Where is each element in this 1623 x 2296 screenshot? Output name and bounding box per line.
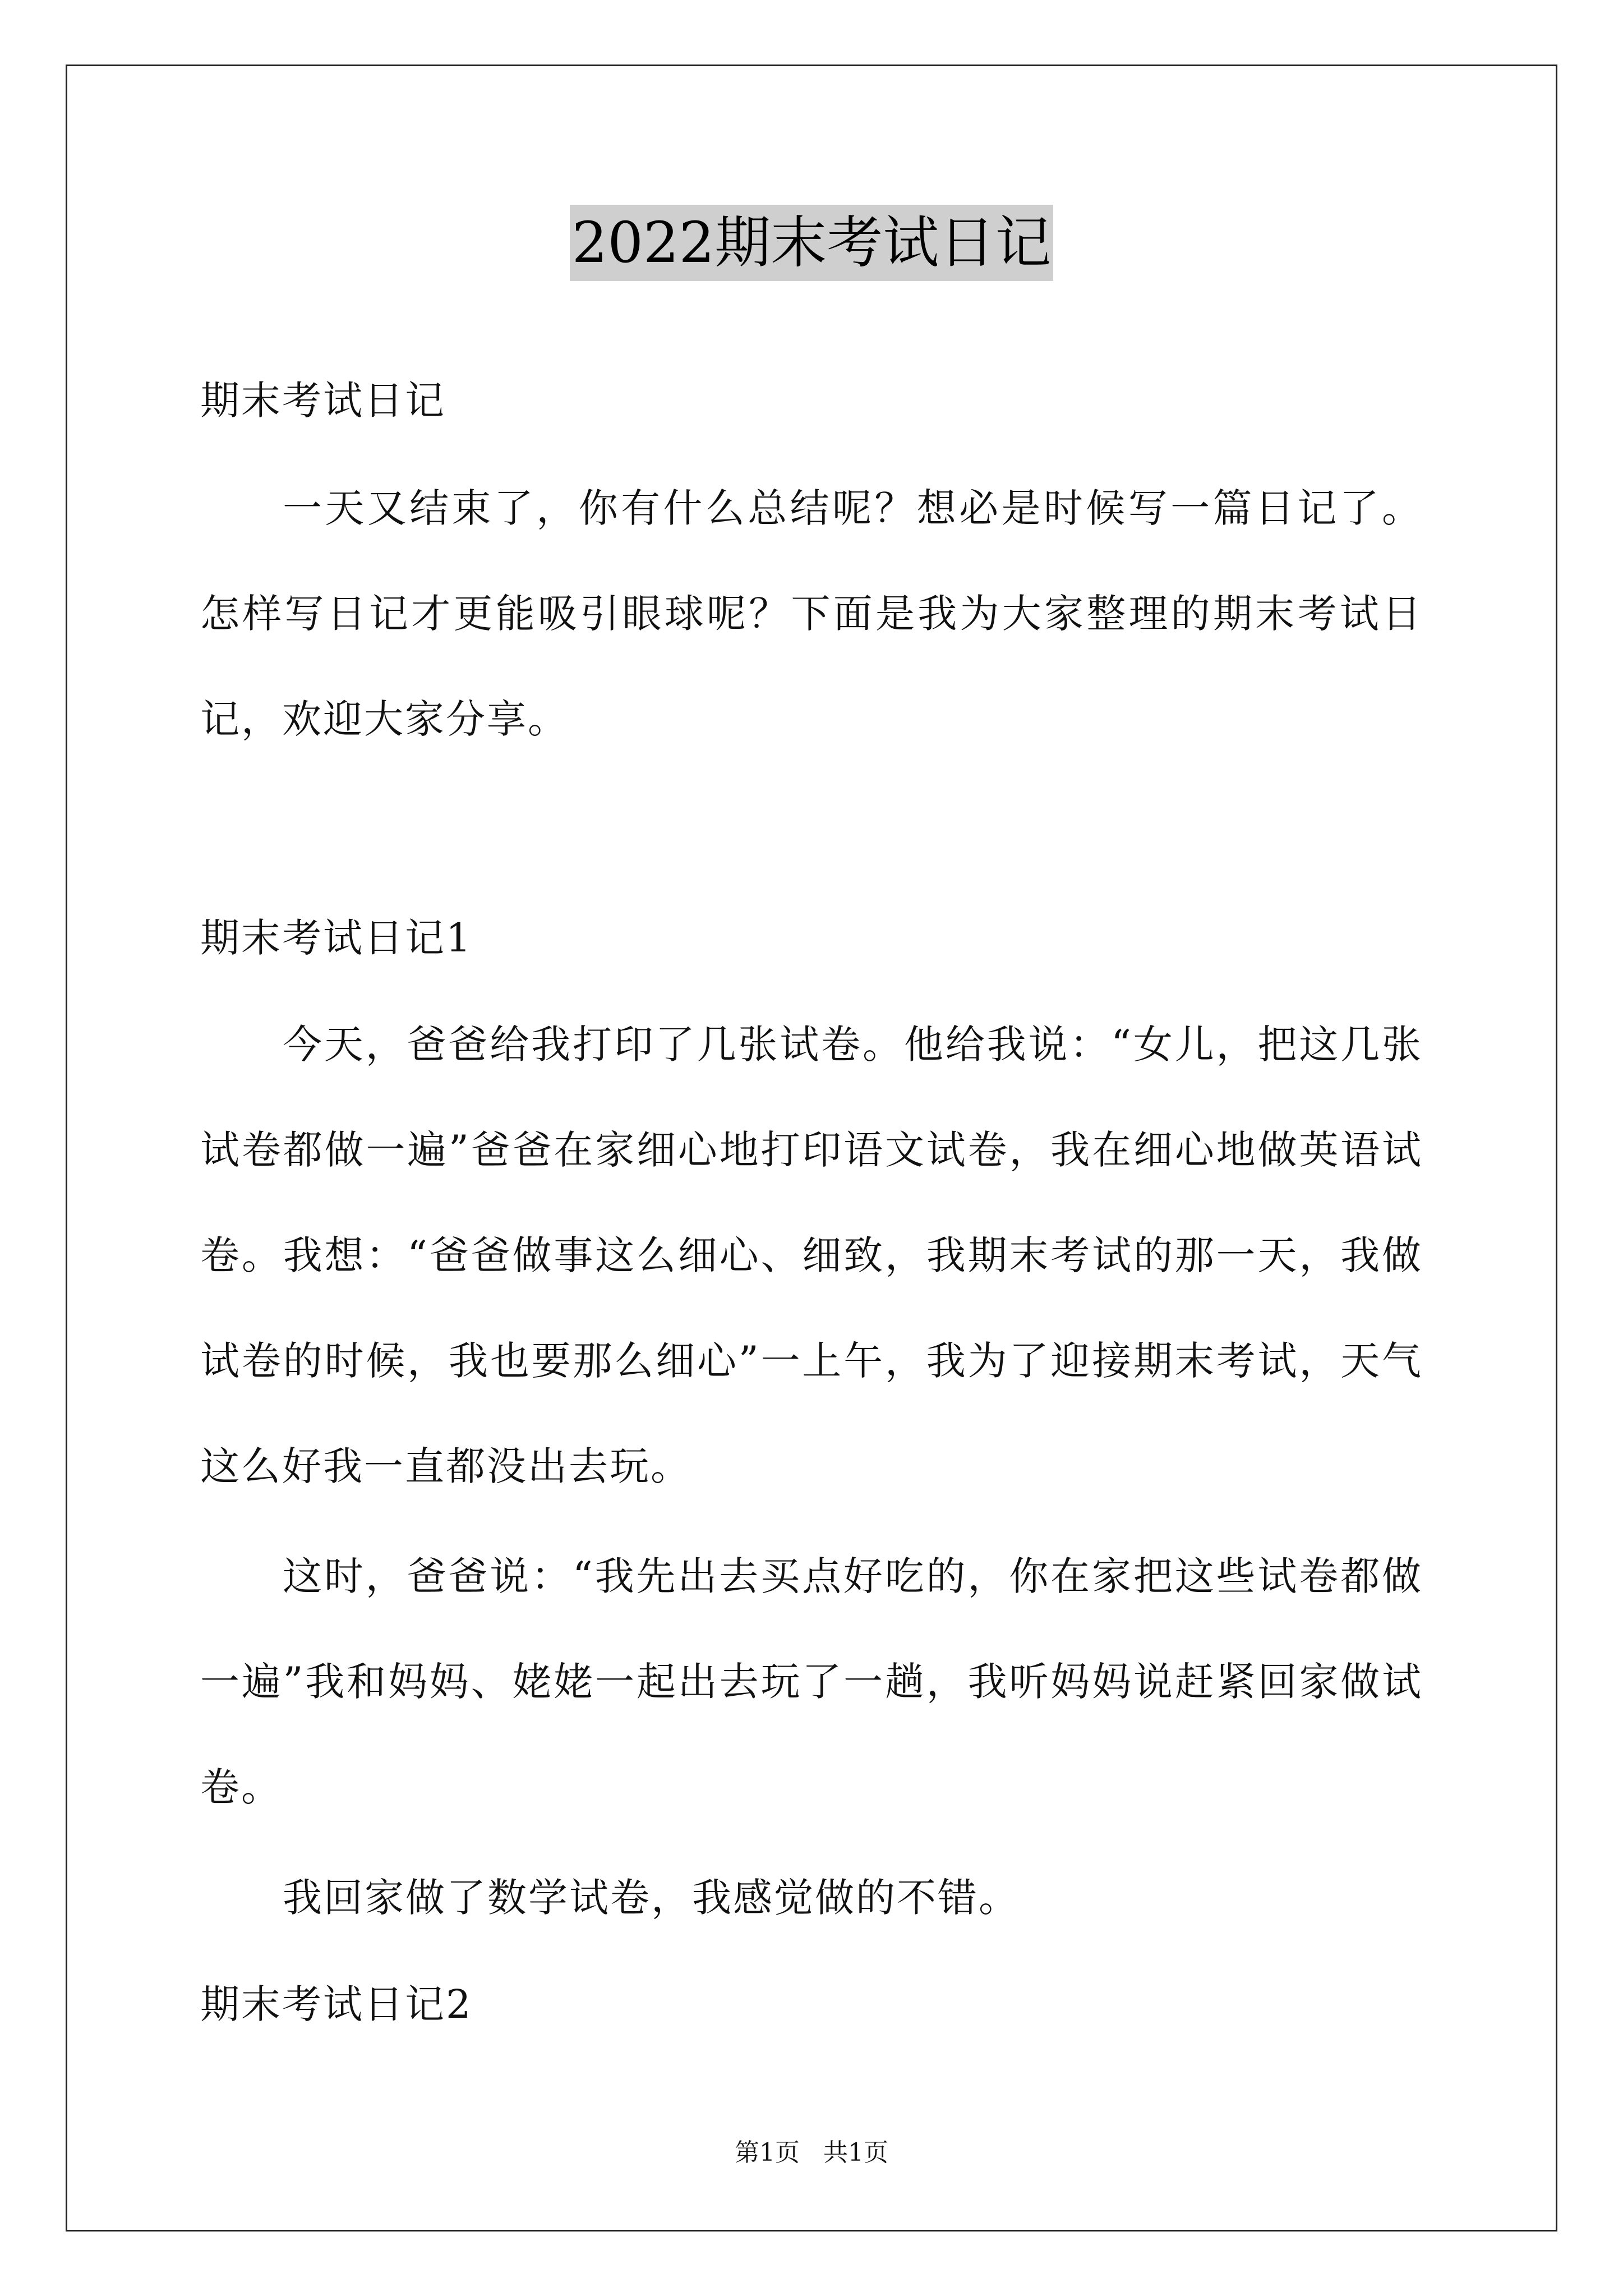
intro-paragraph: 一天又结束了，你有什么总结呢？想必是时候写一篇日记了。怎样写日记才更能吸引眼球呢？下面是我为大家整理的期末考试日记，欢迎大家分享。 bbox=[200, 485, 1423, 742]
page-footer: 第1页 共1页 bbox=[735, 2138, 888, 2167]
document-title-block bbox=[0, 205, 1623, 281]
section-1-paragraph-2: 这时，爸爸说：“我先出去买点好吃的，你在家把这些试卷都做一遍”我和妈妈、姥姥一起出去玩了一趟，我听妈妈说赶紧回家做试卷。 bbox=[200, 1553, 1423, 1810]
section-1-paragraph-3: 我回家做了数学试卷，我感觉做的不错。 bbox=[283, 1875, 1020, 1921]
section-heading-2: 期末考试日记2 bbox=[200, 1981, 473, 2027]
section-heading-1: 期末考试日记1 bbox=[200, 915, 473, 961]
document-title: 2022期末考试日记 bbox=[570, 205, 1054, 281]
document-subtitle: 期末考试日记 bbox=[200, 378, 446, 424]
section-1-paragraph-1: 今天，爸爸给我打印了几张试卷。他给我说：“女儿，把这几张试卷都做一遍”爸爸在家细心地打印语文试卷，我在细心地做英语试卷。我想：“爸爸做事这么细心、细致，我期末考试的那一天，我做试卷的时候，我也要那么细心”一上午，我为了迎接期末考试，天气这么好我一直都没出去玩。 bbox=[200, 1022, 1423, 1489]
